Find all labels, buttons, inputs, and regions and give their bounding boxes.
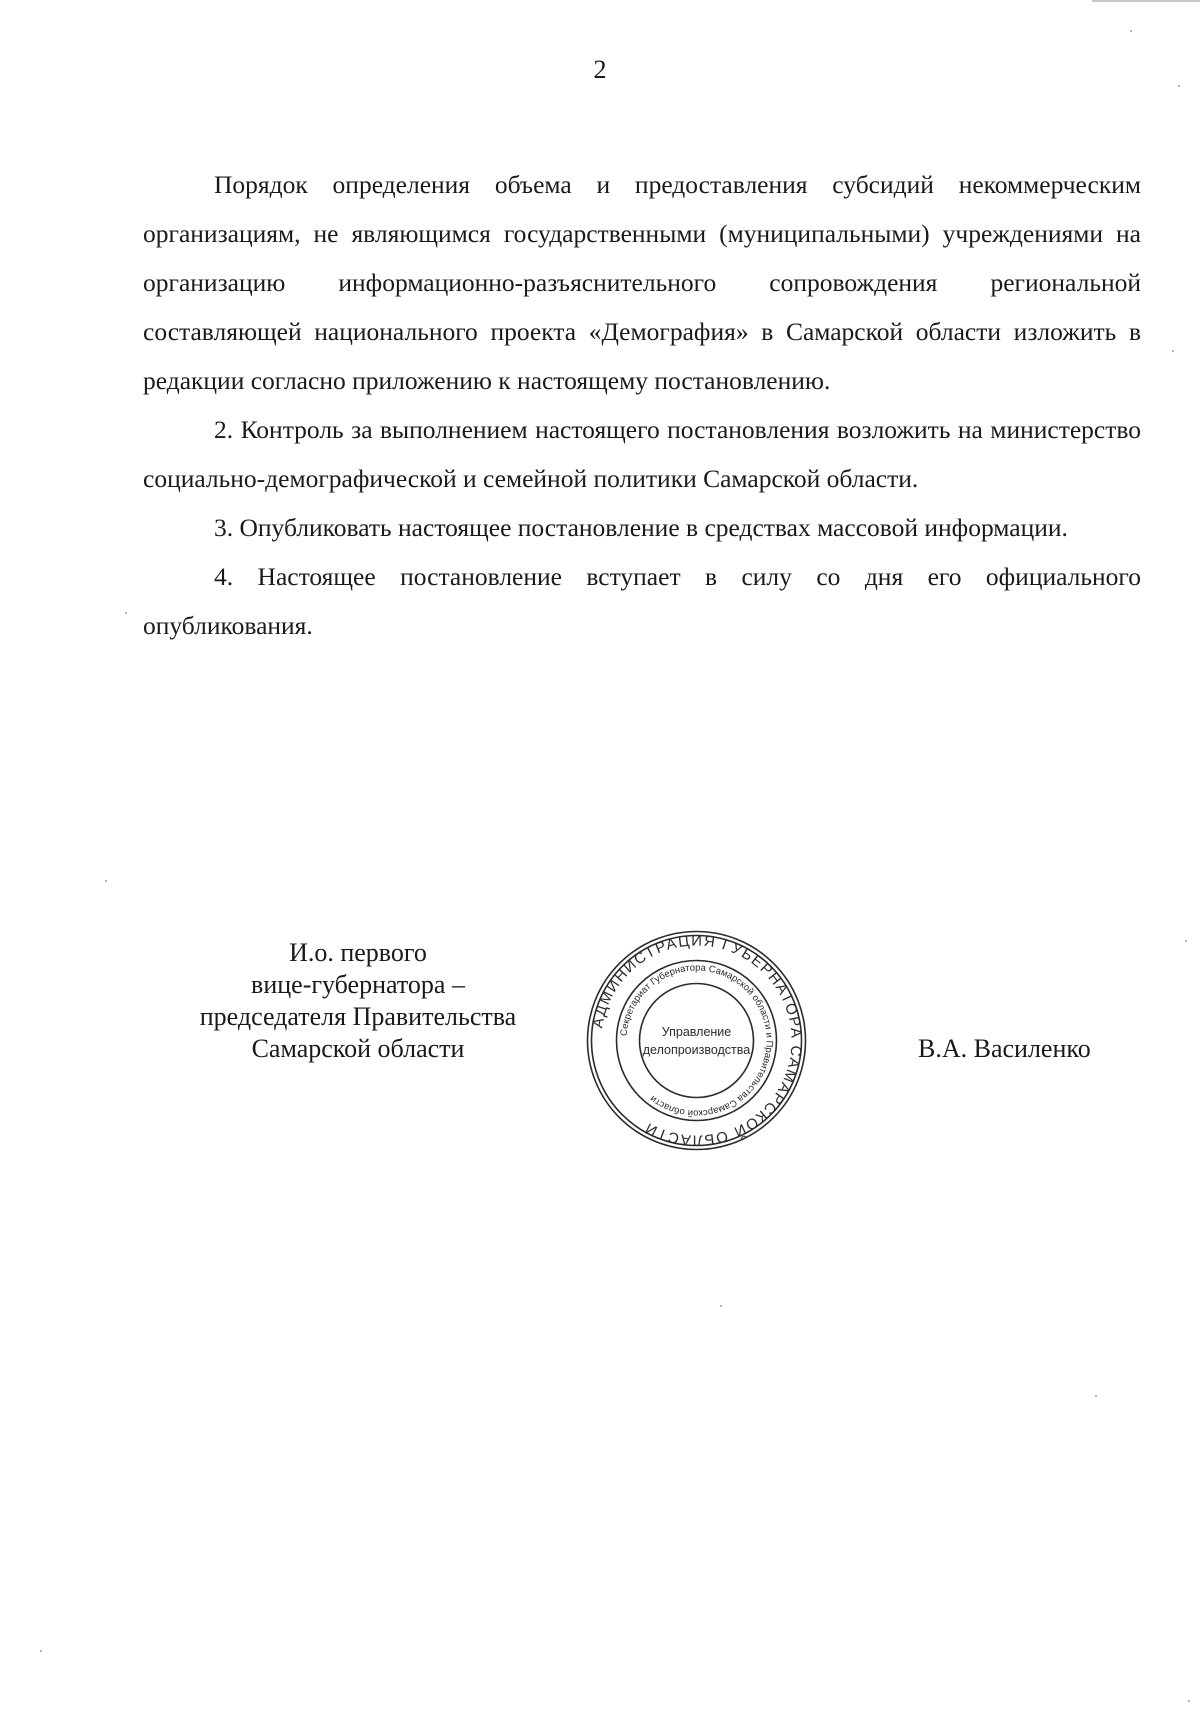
scan-speck	[125, 612, 127, 614]
signer-title	[143, 937, 573, 1065]
paragraph: 4. Настоящее постановление вступает в силу со дня его официального опубликования.	[143, 562, 1141, 640]
scan-speck	[1178, 85, 1180, 87]
official-stamp	[584, 928, 809, 1153]
paragraph: 2. Контроль за выполнением настоящего постановления возложить на министерство социально-демографической и семейной политики Самарской области.	[143, 415, 1141, 493]
scan-speck	[1095, 1395, 1097, 1397]
document-body	[143, 160, 1141, 650]
svg-text:Секретариат Губернатора Самарс	[619, 962, 775, 1118]
stamp-inner-text: Секретариат Губернатора Самарской области и Правительства Самарской области	[618, 962, 775, 1119]
signer-title-line: Самарской области	[251, 1034, 465, 1063]
signer-title-line: председателя Правительства	[199, 1002, 517, 1031]
scan-speck	[720, 1305, 722, 1307]
scan-speck	[105, 880, 107, 882]
scan-edge-line	[1092, 0, 1200, 2]
stamp-center-line1: Управление	[661, 1025, 732, 1039]
scan-speck	[1172, 350, 1174, 352]
paragraph: 3. Опубликовать настоящее постановление в средствах массовой информации.	[214, 513, 1068, 542]
stamp-seal-icon	[584, 928, 809, 1153]
paragraph: Порядок определения объема и предоставления субсидий некоммерческим организациям, не являющимся государственными (муниципальными) учреждениями на организацию информационно-разъяснительного сопровождения региональной составляющей национального проекта «Демография» в Самарской области изложить в редакции согласно приложению к настоящему постановлению.	[143, 170, 1141, 395]
scan-speck	[1188, 1700, 1190, 1702]
stamp-outer-text: АДМИНИСТРАЦИЯ ГУБЕРНАТОРА САМАРСКОЙ ОБЛАСТИ	[589, 932, 805, 1149]
signer-title-line: вице-губернатора –	[251, 970, 465, 999]
signer-title-line: И.о. первого	[289, 938, 427, 967]
signer-name: В.А. Василенко	[918, 1034, 1091, 1063]
stamp-center-line2: делопроизводства	[642, 1043, 751, 1057]
scan-speck	[1130, 30, 1132, 32]
scan-speck	[40, 1650, 42, 1652]
page-number: 2	[593, 55, 607, 84]
scan-speck	[1185, 940, 1187, 942]
